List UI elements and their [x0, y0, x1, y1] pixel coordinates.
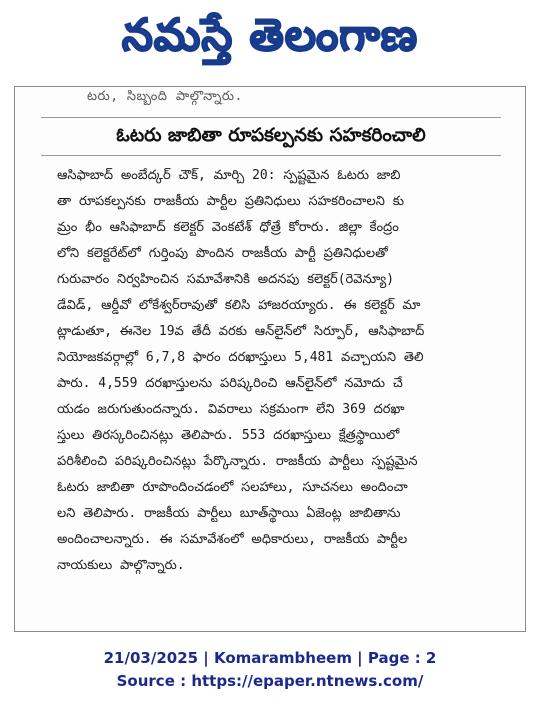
article-body-line: మ్రం భీం ఆసిఫాబాద్ కలెక్టర్ వెంకటేశ్ ధోత్రే కోరారు. జిల్లా కేంద్రం	[57, 220, 399, 235]
footer-source-link[interactable]: Source : https://epaper.ntnews.com/	[116, 672, 424, 690]
article-body-line: ఆసిఫాబాద్ అంబేద్కర్ చౌక్, మార్చి 20: స్పష్టమైన ఓటరు జాబి	[57, 168, 401, 183]
previous-article-tail: టరు, సిబ్బంది పాల్గొన్నారు.	[87, 89, 243, 104]
footer-date-edition-page: 21/03/2025 | Komarambheem | Page : 2	[103, 649, 437, 667]
article-body-line: తా రూపకల్పనకు రాజకీయ పార్టీల ప్రతినిధులు సహకరించాలని కు	[57, 194, 404, 209]
article-body-line: డేవిడ్, ఆర్డీవో లోకేశ్వర్‌రావుతో కలిసి హాజరయ్యారు. ఈ కలెక్టర్ మా	[57, 298, 421, 313]
article-body-line: గురువారం నిర్వహించిన సమావేశానికి అదనపు కలెక్టర్(రెవెన్యూ)	[57, 272, 395, 287]
article-body-line: అందించాలన్నారు. ఈ సమావేశంలో అధికారులు, రాజకీయ పార్టీల	[57, 532, 408, 547]
article-body-line: స్తులు తిరస్కరించినట్లు తెలిపారు. 553 దరఖాస్తులు క్షేత్రస్థాయిలో	[57, 428, 400, 443]
masthead-title: నమస్తే తెలంగాణ	[121, 10, 419, 61]
headline-bottom-rule	[41, 155, 501, 156]
article-body	[57, 163, 509, 579]
headline-top-rule	[41, 117, 501, 118]
article-body-line: పారు. 4,559 దరఖాస్తులను పరిష్కరించి ఆన్‌లైన్‌లో నమోదు చే	[57, 376, 403, 391]
article-body-line: యడం జరుగుతుందన్నారు. వివరాలు సక్రమంగా లేని 369 దరఖా	[57, 402, 405, 417]
article-body-line: నియోజకవర్గాల్లో 6,7,8 ఫారం దరఖాస్తులు 5,481 వచ్చాయని తెలి	[57, 350, 424, 365]
article-body-line: లోని కలెక్టరేట్‌లో గుర్తింపు పొందిన రాజకీయ పార్టీ ప్రతినిధులతో	[57, 246, 388, 261]
article-body-line: లని తెలిపారు. రాజకీయ పార్టీలు బూత్‌స్థాయి ఏజెంట్ల జాబితాను	[57, 506, 401, 521]
article-body-line: నాయకులు పాల్గొన్నారు.	[57, 558, 185, 573]
article-clipping	[14, 86, 526, 632]
article-headline: ఓటరు జాబితా రూపకల్పనకు సహకరించాలి	[116, 124, 426, 146]
article-body-line: ఓటరు జాబితా రూపొందించడంలో సలహాలు, సూచనలు అందించా	[57, 480, 408, 495]
article-body-line: పరిశీలించి పరిష్కరించినట్లు పేర్కొన్నారు. రాజకీయ పార్టీలు స్పష్టమైన	[57, 454, 418, 469]
newspaper-masthead	[0, 2, 540, 80]
article-body-line: ట్లాడుతూ, ఈనెల 19వ తేదీ వరకు ఆన్‌లైన్‌లో సిర్పూర్, ఆసిఫాబాద్	[57, 324, 425, 339]
